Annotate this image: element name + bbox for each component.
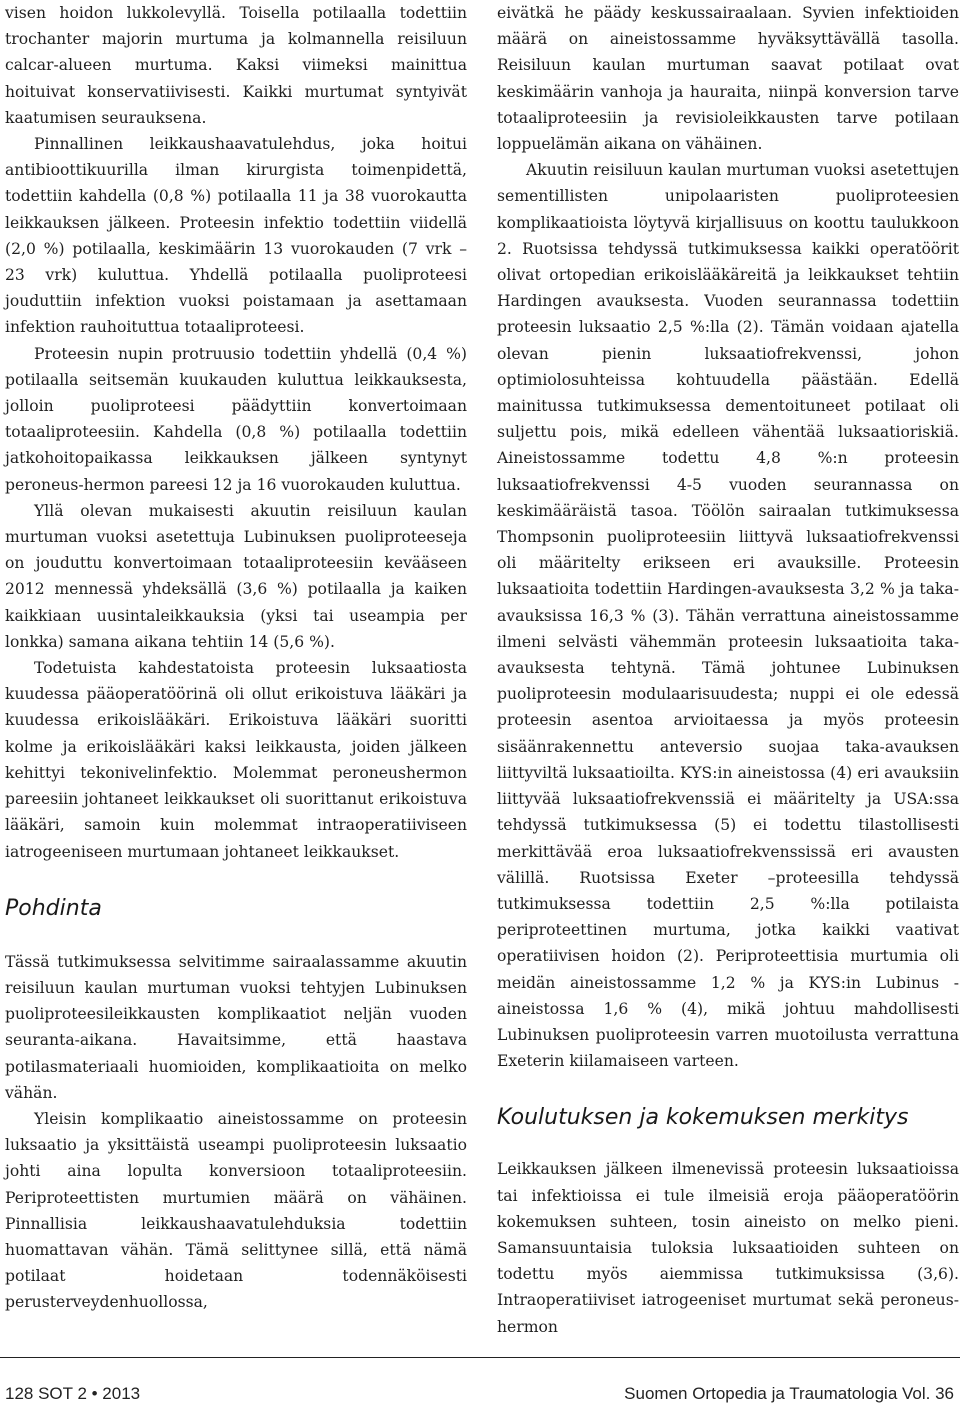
left-column [5, 0, 467, 1316]
paragraph-operators: Todetuista kahdestatoista proteesin luksaatiosta kuudessa pääoperatöörinä oli ollut erikoistuva lääkäri ja kuudessa erikoislääkäri. Erikoistuva lääkäri suoritti kolme ja erikoislääkäri kaksi leikkausta, joiden jälkeen kehittyi tekonivelinfektio. Molemmat peroneushermon pareesiin johtaneet leikkaukset oli suorittanut erikoistuva lääkäri, samoin kuin molemmat intraoperatiiviseen iatrogeeniseen murtumaan johtaneet leikkaukset. [5, 659, 467, 861]
paragraph-discussion-intro: Tässä tutkimuksessa selvitimme sairaalassamme akuutin reisiluun kaulan murtuman vuoksi tehtyjen Lubinuksen puoliproteesileikkausten komplikaatiot neljän vuoden seuranta-aikana. Havaitsimme, että haastava potilasmateriaali huomioiden, komplikaatioita on melko vähän. [5, 952, 467, 1102]
paragraph-literature: Akuutin reisiluun kaulan murtuman vuoksi asetettujen sementillisten unipolaaristen puoliproteesien komplikaatioista löytyvä kirjallisuus on koottu taulukkoon 2. Ruotsissa tehdyssä tutkimuksessa kaikki operatöörit olivat ortopedian erikoislääkäreitä ja leikkaukset tehtiin Hardingen avauksesta. Vuoden seurannassa todettiin proteesin luksaatio 2,5 %:lla (2). Tämän voidaan ajatella olevan pienin luksaatiofrekvenssi, johon optimiolosuhteissa kohtuudella päästään. Edellä mainitussa tutkimuksessa dementoituneet potilaat oli suljettu pois, mikä edelleen vähentää luksaatioriskiä. Aineistossamme todettu 4,8 %:n proteesin luksaatiofrekvenssi 4-5 vuoden seurannassa on keskimääräistä tasoa. Töölön sairaalan tutkimuksessa Thompsonin puoliproteesiin liittyvä luksaatiofrekvenssi oli määritelty erikseen eri avauksille. Proteesin luksaatioita todettiin Hardingen-avauksesta 3,2 % ja taka-avauksissa 16,3 % (3). Tähän verrattuna aineistossamme ilmeni selvästi vähemmän proteesin luksaatioita taka-avauksesta tehtynä. Tämä johtunee Lubinuksen puoliproteesin modulaarisuudesta; nuppi ei ole edessä proteesin asentoa arvioitaessa ja myös proteesin sisäänrakennettu anteversio suojaa taka-avauksen liittyviltä luksaatioilta. KYS:in aineistossa (4) eri avauksiin liittyvää luksaatiofrekvenssiä ei määritelty ja USA:ssa tehdyssä tutkimuksessa (5) ei todettu tilastollisesti merkittävää eroa luksaatiofrekvenssissä eri avausten välillä. Ruotsissa Exeter –proteesilla tehdyssä tutkimuksessa todettiin 2,5 %:lla potilaista periproteettinen murtuma, jotka kaikki vaativat operatiivisen hoidon (2). Periproteettisia murtumia oli meidän aineistossamme 1,2 % ja KYS:in Lubinus -aineistossa 1,6 % (4), mikä johtuu mahdollisesti Lubinuksen puoliproteesin varren muotoilusta verrattuna Exeterin kiilamaiseen varteen. [497, 161, 959, 1071]
footer-journal-title: Suomen Ortopedia ja Traumatologia Vol. 36 [624, 1384, 954, 1403]
paragraph-discussion-luxation: Yleisin komplikaatio aineistossamme on proteesin luksaatio ja yksittäistä useampi puoliproteesin luksaatio johti aina lopulta konversioon totaaliproteesiin. Periproteettisten murtumien määrä on vähäinen. Pinnallisia leikkaushaavatulehduksia todettiin huomattavan vähän. Tämä selittynee sillä, että nämä potilaat hoidetaan todennäköisesti perusterveydenhuollossa, [5, 1109, 467, 1312]
paragraph-infections: Pinnallinen leikkaushaavatulehdus, joka hoitui antibioottikuurilla ilman kirurgista toimenpidettä, todettiin kahdella (0,8 %) potilaalla 11 ja 38 vuorokautta leikkauksen jälkeen. Proteesin infektio todettiin viidellä (2,0 %) potilaalla, keskimäärin 13 vuorokauden (7 vrk – 23 vrk) kuluttua. Yhdellä potilaalla puoliproteesi jouduttiin infektion vuoksi poistamaan ja asettamaan infektion rauhoituttua totaaliproteesi. [5, 135, 467, 337]
paragraph-deep-infections: eivätkä he päädy keskussairaalaan. Syvien infektioiden määrä on aineistossamme hyväksyttävällä tasolla. Reisiluun kaulan murtuman saavat potilaat ovat keskimäärin vanhoja ja hauraita, niinpä konversion tarve totaaliproteesiin ja revisioleikkausten tarve potilaan loppuelämän aikana on vähäinen. [497, 4, 959, 154]
paragraph-training: Leikkauksen jälkeen ilmenevissä proteesin luksaatioissa tai infektioissa ei tule ilmeisiä eroja pääoperatöörin kokemuksen suhteen, tosin aineisto on melko pieni. Samansuuntaisia tuloksia luksaatioiden suhteen on todettu myös aiemmissa tutkimuksissa (3,6). Intraoperatiiviset iatrogeeniset murtumat sekä peroneus-hermon [497, 1160, 959, 1336]
footer-page-info: 128 SOT 2 • 2013 [5, 1384, 141, 1403]
section-heading-training: Koulutuksen ja kokemuksen merkitys [497, 1105, 909, 1131]
footer-divider [0, 1357, 960, 1358]
paragraph-conversions: Yllä olevan mukaisesti akuutin reisiluun kaulan murtuman vuoksi asetettuja Lubinuksen puoliproteeseja on jouduttu konvertoimaan totaaliproteesiin kevääseen 2012 mennessä yhdeksällä (3,6 %) potilaalla ja kaiken kaikkiaan uusintaleikkauksia (yksi tai useampia per lonkka) samana aikana tehtiin 14 (5,6 %). [5, 501, 467, 651]
paragraph-protrusion: Proteesin nupin protruusio todettiin yhdellä (0,4 %) potilaalla seitsemän kuukauden kuluttua leikkauksesta, jolloin puoliproteesi päädyttiin konvertoimaan totaaliproteesiin. Kahdella (0,8 %) potilaalla todettiin jatkohoitopaikassa leikkauksen jälkeen syntynyt peroneus-hermon pareesi 12 ja 16 vuorokauden kuluttua. [5, 344, 467, 494]
section-heading-pohdinta: Pohdinta [5, 895, 102, 921]
paragraph-complications-fractures: visen hoidon lukkolevyllä. Toisella potilaalla todettiin trochanter majorin murtuma ja kolmannella reisiluun calcar-alueen murtuma. Kaksi viimeksi mainittua hoituivat konservatiivisesti. Kaikki murtumat syntyivät kaatumisen seurauksena. [5, 4, 467, 127]
right-column [497, 0, 959, 1340]
